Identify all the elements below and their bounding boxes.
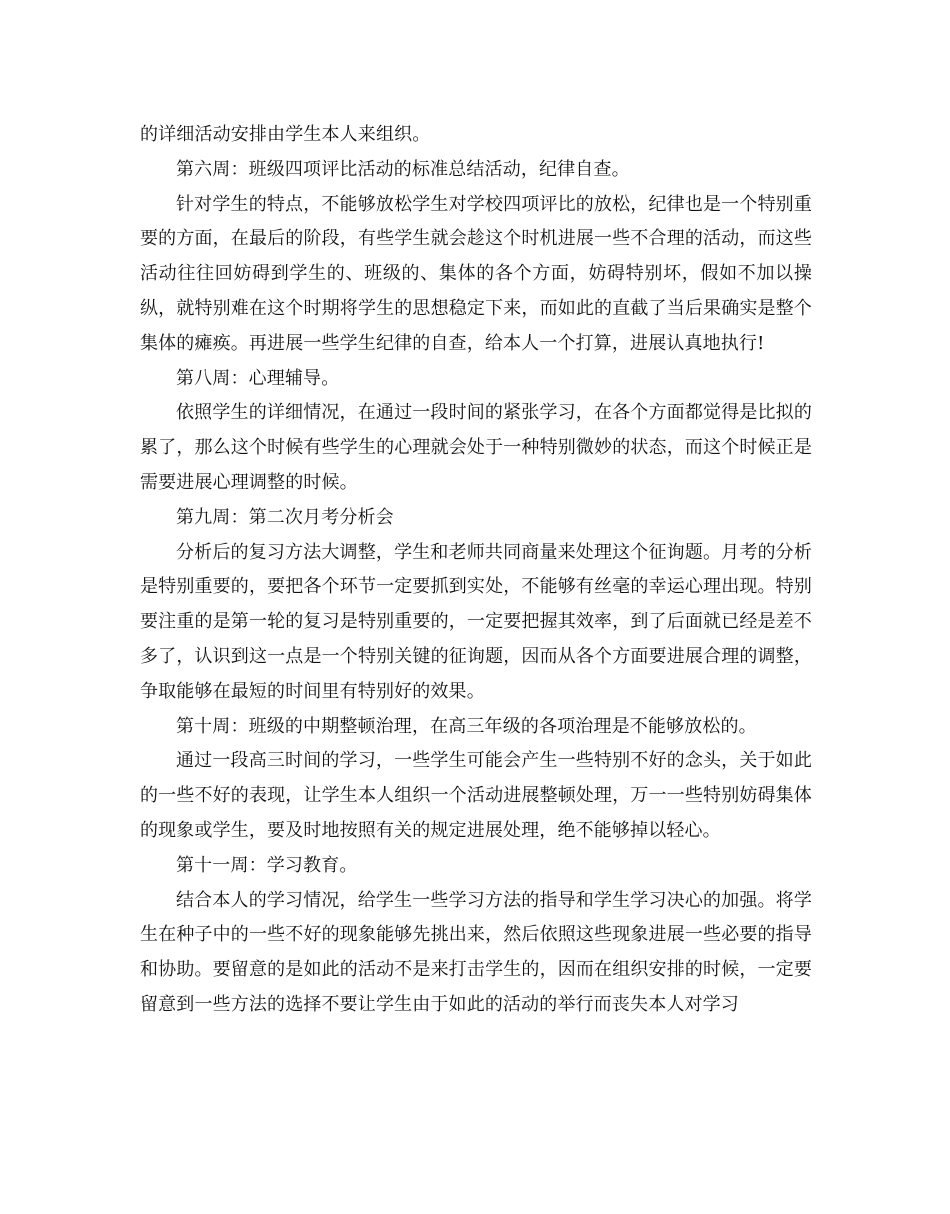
paragraph-week11-body: 结合本人的学习情况，给学生一些学习方法的指导和学生学习决心的加强。将学生在种子中的一些不好的现象能够先挑出来，然后依照这些现象进展一些必要的指导和协助。要留意的是如此的活动不是来打击学生的，因而在组织安排的时候，一定要留意到一些方法的选择不要让学生由于如此的活动的举行而丧失本人对学习: [140, 889, 812, 1015]
paragraph-week10-heading: 第十周：班级的中期整顿治理，在高三年级的各项治理是不能够放松的。: [176, 715, 757, 737]
paragraph-week9-heading: 第九周：第二次月考分析会: [176, 506, 394, 528]
document-body: [140, 118, 812, 1023]
paragraph-week9-body: 分析后的复习方法大调整，学生和老师共同商量来处理这个征询题。月考的分析是特别重要的，要把各个环节一定要抓到实处，不能够有丝毫的幸运心理出现。特别要注重的是第一轮的复习是特别重要的，一定要把握其效率，到了后面就已经是差不多了，认识到这一点是一个特别关键的征询题，因而从各个方面要进展合理的调整，争取能够在最短的时间里有特别好的效果。: [140, 541, 812, 702]
paragraph-week8-heading: 第八周：心理辅导。: [176, 367, 340, 389]
paragraph-week6-body: 针对学生的特点，不能够放松学生对学校四项评比的放松，纪律也是一个特别重要的方面，在最后的阶段，有些学生就会趁这个时机进展一些不合理的活动，而这些活动往往回妨碍到学生的、班级的、集体的各个方面，妨碍特别坏，假如不加以操纵，就特别难在这个时期将学生的思想稳定下来，而如此的直截了当后果确实是整个集体的瘫痪。再进展一些学生纪律的自查，给本人一个打算，进展认真地执行!: [140, 193, 812, 354]
paragraph-week6-heading: 第六周：班级四项评比活动的标准总结活动，纪律自查。: [176, 158, 630, 180]
paragraph-week8-body: 依照学生的详细情况，在通过一段时间的紧张学习，在各个方面都觉得是比拟的累了，那么这个时候有些学生的心理就会处于一种特别微妙的状态，而这个时候正是需要进展心理调整的时候。: [140, 402, 812, 493]
paragraph-continuation: 的详细活动安排由学生本人来组织。: [140, 124, 431, 145]
paragraph-week10-body: 通过一段高三时间的学习，一些学生可能会产生一些特别不好的念头，关于如此的一些不好的表现，让学生本人组织一个活动进展整顿处理，万一一些特别妨碍集体的现象或学生，要及时地按照有关的规定进展处理，绝不能够掉以轻心。: [140, 750, 812, 841]
paragraph-week11-heading: 第十一周：学习教育。: [176, 854, 358, 876]
